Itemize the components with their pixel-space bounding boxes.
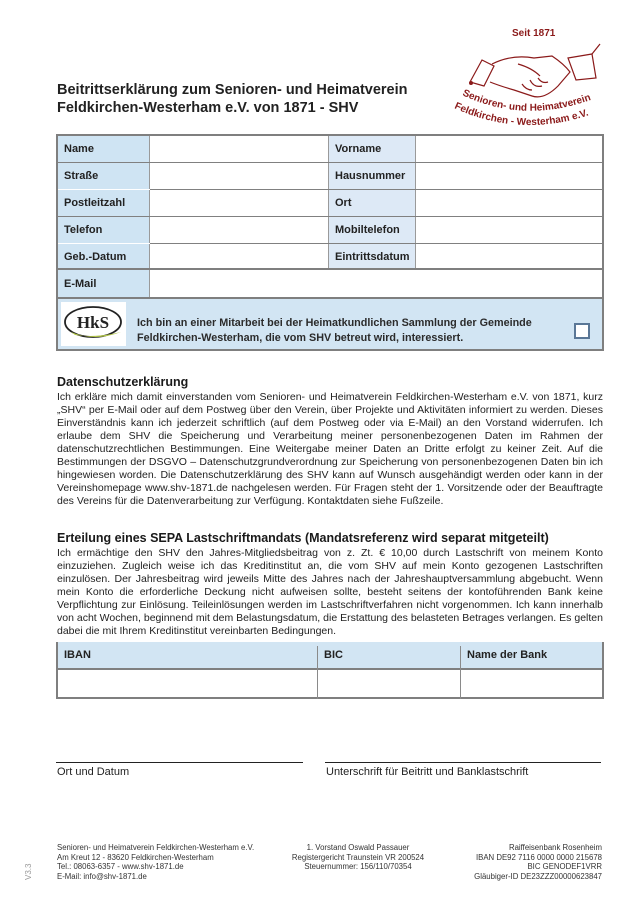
logo-arc-line-2: Feldkirchen - Westerham e.V.: [452, 100, 590, 129]
hks-logo-text: HkS: [76, 313, 110, 332]
postleitzahl-field[interactable]: [151, 190, 328, 216]
sepa-text: Ich ermächtige den SHV den Jahres-Mitgliedsbeitrag von z. Zt. € 10,00 durch Lastschrift von meinem Konto einzuziehen. Zugleich weise ich das Kreditinstitut an, die vom SHV auf mein Konto gezogenen Lastschriften einzulösen. Der Jahresbeitrag wird jeweils Mitte des Jahres nach der Jahreshauptversammlung abgebucht. Wenn mein Konto die erforderliche Deckung nicht aufweisen sollte, besteht seitens der kontoführenden Bank keine Verpflichtung zur Einlösung. Teileinlösungen werden im Lastschriftverfahren nicht vorgenommen. Ich kann innerhalb von acht Wochen, beginnend mit dem Belastungsdatum, die Erstattung des belasteten Betrages verlangen. Es gelten dabei die mit Ihrem Kreditinstitut vereinbarten Bedingungen.: [57, 547, 603, 637]
member-form: [56, 134, 604, 351]
footer-address: [57, 843, 254, 881]
footer-phone-web: Tel.: 08063-6357 - www.shv-1871.de: [57, 862, 184, 871]
footer-chairman: 1. Vorstand Oswald Passauer: [306, 843, 410, 852]
label-email: E-Mail: [58, 270, 150, 298]
footer-creditor-id: Gläubiger-ID DE23ZZZ00000623847: [474, 871, 602, 881]
title-line-1: Beitrittserklärung zum Senioren- und Heimatverein: [57, 82, 408, 98]
title-line-2: Feldkirchen-Westerham e.V. von 1871 - SHV: [57, 100, 359, 116]
version-label: V3.3: [24, 863, 33, 880]
form-row-geburtsdatum: [58, 244, 602, 269]
bank-table-header: [58, 642, 602, 670]
footer-iban: IBAN DE92 7116 0000 0000 215678: [475, 852, 602, 862]
form-row-plz: [58, 190, 602, 216]
hks-logo: [61, 302, 126, 346]
hks-text-line-1: Ich bin an einer Mitarbeit bei der Heimatkundlichen Sammlung der Gemeinde: [137, 317, 532, 329]
place-date-line[interactable]: [56, 762, 303, 763]
footer-email: E-Mail: info@shv-1871.de: [57, 871, 147, 881]
footer-registry: [288, 843, 428, 872]
footer-street: Am Kreut 12 - 83620 Feldkirchen-Westerham: [57, 852, 214, 862]
label-name: Name: [58, 136, 150, 162]
email-field[interactable]: [151, 270, 602, 298]
hks-interest-row: [58, 299, 602, 349]
sepa-heading: Erteilung eines SEPA Lastschriftmandats (Mandatsreferenz wird separat mitgeteilt): [57, 531, 549, 545]
eintrittsdatum-field[interactable]: [417, 244, 602, 269]
footer-tax-number: Steuernummer: 156/110/70354: [304, 862, 412, 871]
form-row-email: [58, 270, 602, 298]
document-title: [57, 81, 408, 117]
signature-line[interactable]: [325, 762, 601, 763]
bank-details-table: [56, 642, 604, 699]
logo-arc-line-1: Senioren- und Heimatverein: [460, 87, 593, 114]
name-field[interactable]: [151, 136, 328, 162]
place-date-label: Ort und Datum: [57, 766, 130, 778]
form-row-strasse: [58, 163, 602, 189]
form-row-name: [58, 136, 602, 162]
column-iban: IBAN: [64, 649, 91, 661]
privacy-text: Ich erkläre mich damit einverstanden vom Senioren- und Heimatverein Feldkirchen-Westerham e.V. von 1871, kurz „SHV“ per E-Mail oder auf dem Postweg über den Verein, über Projekte und Aktivitäten informiert zu werden. Dieses Einverständnis kann ich jederzeit schriftlich (auf dem Postweg oder via E-Mail) an den Vorstand widerrufen. Ich erlaube dem SHV die Speicherung und Verarbeitung meiner personenbezogenen Daten im Rahmen der datenschutzrechtlichen Bestimmungen. Eine Weitergabe meiner Daten an Dritte erfolgt zu keiner Zeit. Auf die Bestimmungen der DSGVO – Datenschutzgrundverordnung zur Speicherung von personenbezogenen Daten bin ich hingewiesen worden. Die Datenschutzerklärung des SHV kann auf Wunsch ausgehändigt werden oder kann in der Vereinshomepage www.shv-1871.de nachgelesen werden. Für Fragen steht der 1. Vorsitzende oder der Beauftragte des Vereins für die Datenverarbeitung zur Verfügung. Kontaktdaten siehe Fußzeile.: [57, 391, 603, 507]
geb-datum-field[interactable]: [151, 244, 328, 269]
footer-bank: [440, 843, 602, 881]
column-bic: BIC: [324, 649, 343, 661]
label-telefon: Telefon: [58, 217, 150, 243]
hausnummer-field[interactable]: [417, 163, 602, 189]
label-postleitzahl: Postleitzahl: [58, 190, 150, 216]
bic-field[interactable]: [318, 672, 460, 697]
strasse-field[interactable]: [151, 163, 328, 189]
column-bank-name: Name der Bank: [467, 649, 548, 661]
telefon-field[interactable]: [151, 217, 328, 243]
iban-field[interactable]: [58, 672, 317, 697]
label-mobiltelefon: Mobiltelefon: [328, 217, 416, 243]
label-eintrittsdatum: Eintrittsdatum: [328, 244, 416, 269]
hks-text-line-2: Feldkirchen-Westerham, die vom SHV betreut wird, interessiert.: [137, 332, 464, 344]
bank-name-field[interactable]: [461, 672, 602, 697]
signature-label: Unterschrift für Beitritt und Banklastschrift: [326, 766, 529, 778]
club-logo: [452, 20, 622, 132]
logo-seit-text: Seit 1871: [512, 28, 556, 39]
mobiltelefon-field[interactable]: [417, 217, 602, 243]
privacy-heading: Datenschutzerklärung: [57, 375, 189, 389]
hks-interest-text: [137, 316, 557, 346]
label-strasse: Straße: [58, 163, 150, 189]
footer-register-court: Registergericht Traunstein VR 200524: [291, 852, 425, 862]
form-row-telefon: [58, 217, 602, 243]
footer-bank-name: Raiffeisenbank Rosenheim: [508, 843, 602, 852]
handshake-icon: [452, 20, 622, 132]
label-ort: Ort: [328, 190, 416, 216]
vorname-field[interactable]: [417, 136, 602, 162]
footer-bic: BIC GENODEF1VRR: [527, 862, 602, 871]
label-geb-datum: Geb.-Datum: [58, 244, 150, 269]
hks-interest-checkbox[interactable]: [574, 323, 590, 339]
ort-field[interactable]: [417, 190, 602, 216]
label-vorname: Vorname: [328, 136, 416, 162]
label-hausnummer: Hausnummer: [328, 163, 416, 189]
footer-club-name: Senioren- und Heimatverein Feldkirchen-Westerham e.V.: [57, 843, 255, 852]
